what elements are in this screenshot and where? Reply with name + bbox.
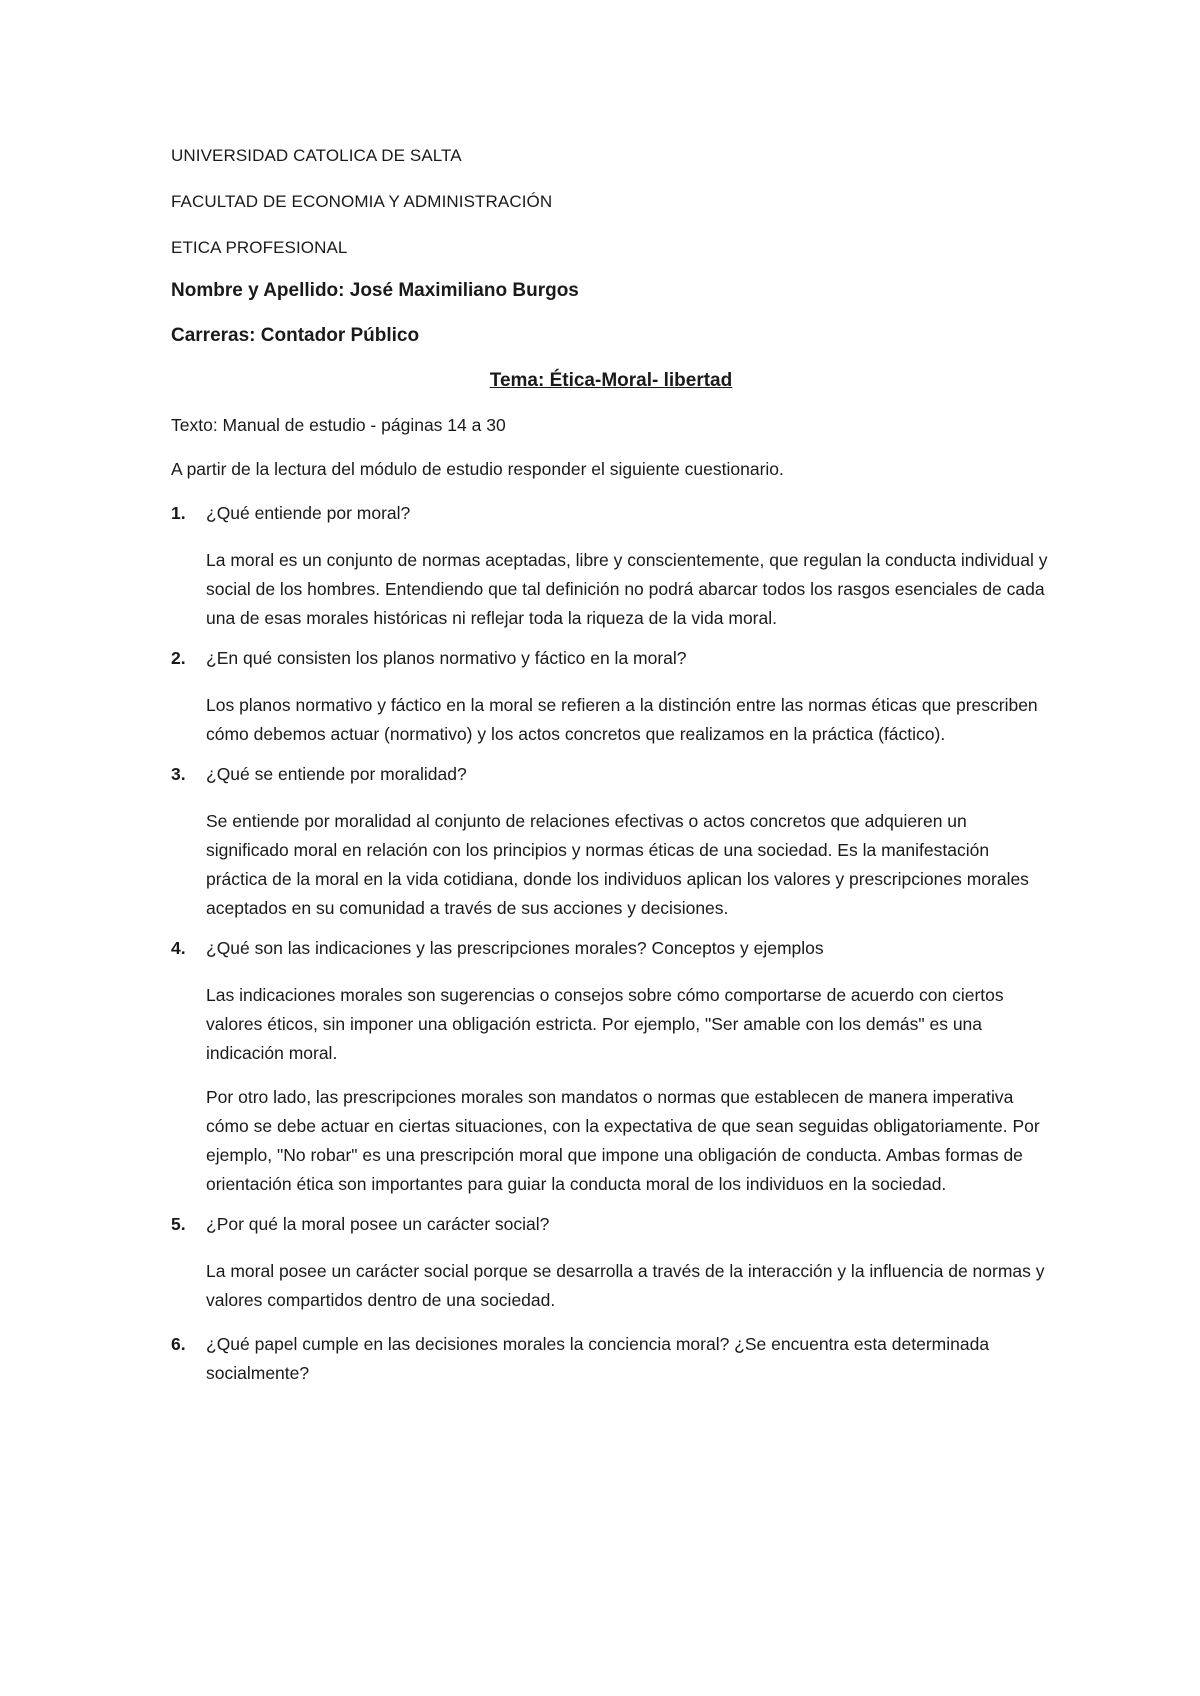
question-number: 1.: [171, 503, 186, 523]
question-number: 5.: [171, 1214, 186, 1234]
question-text: ¿Por qué la moral posee un carácter social?: [206, 1214, 550, 1234]
question-text: ¿Qué entiende por moral?: [206, 503, 411, 523]
answer-paragraph: Se entiende por moralidad al conjunto de relaciones efectivas o actos concretos que adquieren un significado moral en relación con los principios y normas éticas de una sociedad. Es la manifestación práctica de la moral en la vida cotidiana, donde los individuos aplican los valores y prescripciones morales aceptados en su comunidad a través de sus acciones y decisiones.: [206, 811, 1029, 918]
answer-paragraph: La moral es un conjunto de normas aceptadas, libre y conscientemente, que regulan la conducta individual y social de los hombres. Entendiendo que tal definición no podrá abarcar todos los rasgos esenciales de cada una de esas morales históricas ni reflejar toda la riqueza de la vida moral.: [206, 550, 1048, 628]
question-item: [171, 648, 1051, 669]
question-number: 6.: [171, 1334, 186, 1354]
question-item: [171, 938, 1051, 959]
question-item: [171, 1214, 1051, 1235]
course-name: ETICA PROFESIONAL: [171, 238, 348, 257]
answer-paragraph: Las indicaciones morales son sugerencias o consejos sobre cómo comportarse de acuerdo con ciertos valores éticos, sin imponer una obligación estricta. Por ejemplo, "Ser amable con los demás" es una indicación moral.: [206, 985, 1004, 1063]
question-text: ¿En qué consisten los planos normativo y fáctico en la moral?: [206, 648, 687, 668]
page-title: Tema: Ética-Moral- libertad: [489, 370, 733, 391]
question-item: [171, 1330, 1051, 1388]
question-text: ¿Qué se entiende por moralidad?: [206, 764, 467, 784]
answer-paragraph: La moral posee un carácter social porque se desarrolla a través de la interacción y la influencia de normas y valores compartidos dentro de una sociedad.: [206, 1261, 1045, 1310]
question-text: ¿Qué son las indicaciones y las prescripciones morales? Conceptos y ejemplos: [206, 938, 824, 958]
instructions-text: A partir de la lectura del módulo de estudio responder el siguiente cuestionario.: [171, 459, 784, 479]
question-number: 4.: [171, 938, 186, 958]
document-content: [171, 146, 1051, 1410]
university-name: UNIVERSIDAD CATOLICA DE SALTA: [171, 146, 462, 165]
career-name: Carreras: Contador Público: [171, 325, 420, 346]
question-item: [171, 764, 1051, 785]
faculty-name: FACULTAD DE ECONOMIA Y ADMINISTRACIÓN: [171, 192, 553, 211]
question-number: 3.: [171, 764, 186, 784]
source-text: Texto: Manual de estudio - páginas 14 a 30: [171, 415, 506, 435]
answer-paragraph: Por otro lado, las prescripciones morales son mandatos o normas que establecen de manera imperativa cómo se debe actuar en ciertas situaciones, con la expectativa de que sean seguidas obligatoriamente. Por ejemplo, "No robar" es una prescripción moral que impone una obligación de conducta. Ambas formas de orientación ética son importantes para guiar la conducta moral de los individuos en la sociedad.: [206, 1087, 1040, 1194]
answer-paragraph: Los planos normativo y fáctico en la moral se refieren a la distinción entre las normas éticas que prescriben cómo debemos actuar (normativo) y los actos concretos que realizamos en la práctica (fáctico).: [206, 695, 1038, 744]
question-text: ¿Qué papel cumple en las decisiones morales la conciencia moral? ¿Se encuentra esta determinada socialmente?: [206, 1334, 990, 1383]
question-item: [171, 503, 1051, 524]
student-name: Nombre y Apellido: José Maximiliano Burgos: [171, 280, 579, 301]
question-number: 2.: [171, 648, 186, 668]
